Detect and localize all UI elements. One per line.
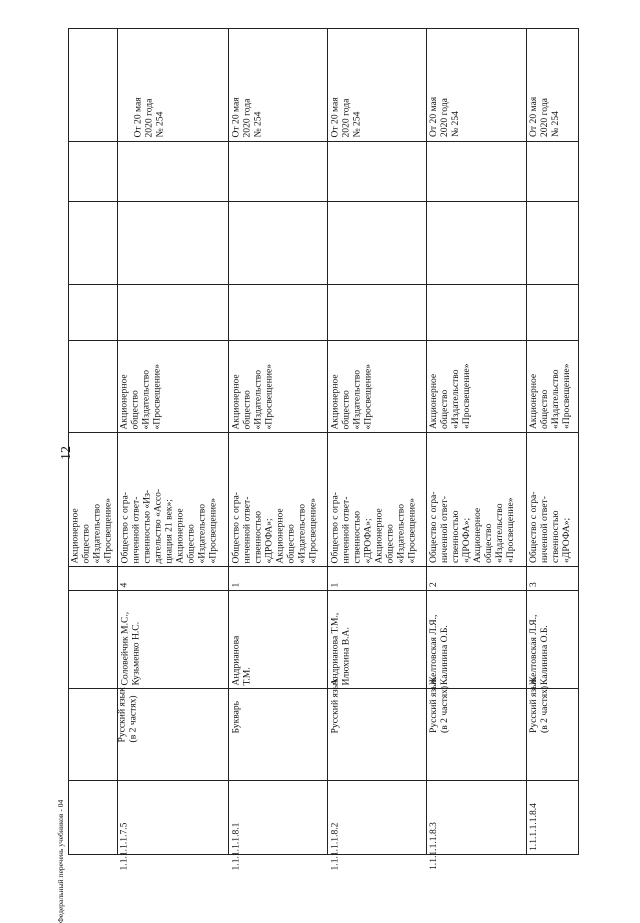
cell-order: От 20 мая 2020 года № 254 bbox=[329, 97, 363, 138]
cell-grade: 1 bbox=[329, 582, 341, 588]
footer-caption: Федеральный перечень учебников - 04 bbox=[56, 799, 65, 923]
cell-publisher: Общество с огра- ниченной ответ- ственностью «Из- дательство «Ассо- циация 21 век»; Акционерное общество «Издательство «Просвещение» bbox=[119, 488, 219, 564]
cell-title: Русский язык (в 2 частях) bbox=[116, 687, 139, 743]
cell-legal-entity: Акционерное общество «Издательство «Просвещение» bbox=[329, 363, 374, 430]
cell-code: 1.1.1.1.1.8.2 bbox=[329, 822, 341, 871]
cell-title: Русский язык bbox=[329, 678, 341, 734]
cell-authors: Андрианова Т.М., Илюхина В.А. bbox=[329, 612, 352, 686]
cell-legal-entity: Акционерное общество «Издательство «Просвещение» bbox=[528, 363, 572, 429]
cell-order: От 20 мая 2020 года № 254 bbox=[528, 96, 561, 137]
cell-legal-entity: Акционерное общество «Издательство «Просвещение» bbox=[118, 363, 163, 430]
cell-publisher-continued: Акционерное общество «Издательство «Просвещение» bbox=[69, 497, 114, 564]
cell-title: Русский язык (в 2 частях) bbox=[428, 677, 450, 733]
cell-order: От 20 мая 2020 года № 254 bbox=[230, 97, 264, 138]
cell-grade: 3 bbox=[528, 582, 539, 587]
cell-grade: 1 bbox=[230, 582, 242, 588]
cell-publisher: Общество с огра- ниченной ответ- ственностью «ДРОФА»; Акционерное общество «Издательство «Просвещение» bbox=[230, 492, 319, 564]
cell-code: 1.1.1.1.1.8.3 bbox=[428, 822, 439, 870]
cell-grade: 4 bbox=[118, 582, 130, 588]
cell-authors: Соловейчик М.С., Кузьменко Н.С. bbox=[119, 611, 142, 686]
page-number: 12 bbox=[59, 446, 74, 460]
cell-code: 1.1.1.1.1.8.1 bbox=[230, 822, 242, 871]
cell-grade: 2 bbox=[428, 582, 439, 587]
cell-order: От 20 мая 2020 года № 254 bbox=[132, 97, 166, 138]
cell-title: Букварь bbox=[230, 700, 242, 734]
cell-authors: Желтовская Л.Я., Калинина О.Б. bbox=[428, 614, 450, 685]
cell-authors: Андрианова Т.М. bbox=[230, 635, 253, 686]
cell-code: 1.1.1.1.1.8.4 bbox=[528, 803, 539, 851]
cell-publisher: Общество с огра- ниченной ответ- ственностью «ДРОФА»; Акционерное общество «Издательство «Просвещение» bbox=[329, 492, 418, 564]
cell-authors: Желтовская Л.Я., Калинина О.Б. bbox=[528, 614, 550, 685]
cell-order: От 20 мая 2020 года № 254 bbox=[428, 96, 461, 137]
cell-title: Русский язык (в 2 частях) bbox=[528, 677, 550, 733]
cell-publisher: Общество с огра- ниченной ответ- ственностью «ДРОФА»; bbox=[528, 491, 572, 563]
cell-publisher: Общество с огра- ниченной ответ- ственностью «ДРОФА»; Акционерное общество «Издательство «Просвещение» bbox=[428, 491, 516, 563]
cell-legal-entity: Акционерное общество «Издательство «Просвещение» bbox=[230, 363, 275, 430]
cell-code: 1.1.1.1.1.7.5 bbox=[118, 822, 130, 871]
cell-legal-entity: Акционерное общество «Издательство «Просвещение» bbox=[428, 363, 472, 429]
